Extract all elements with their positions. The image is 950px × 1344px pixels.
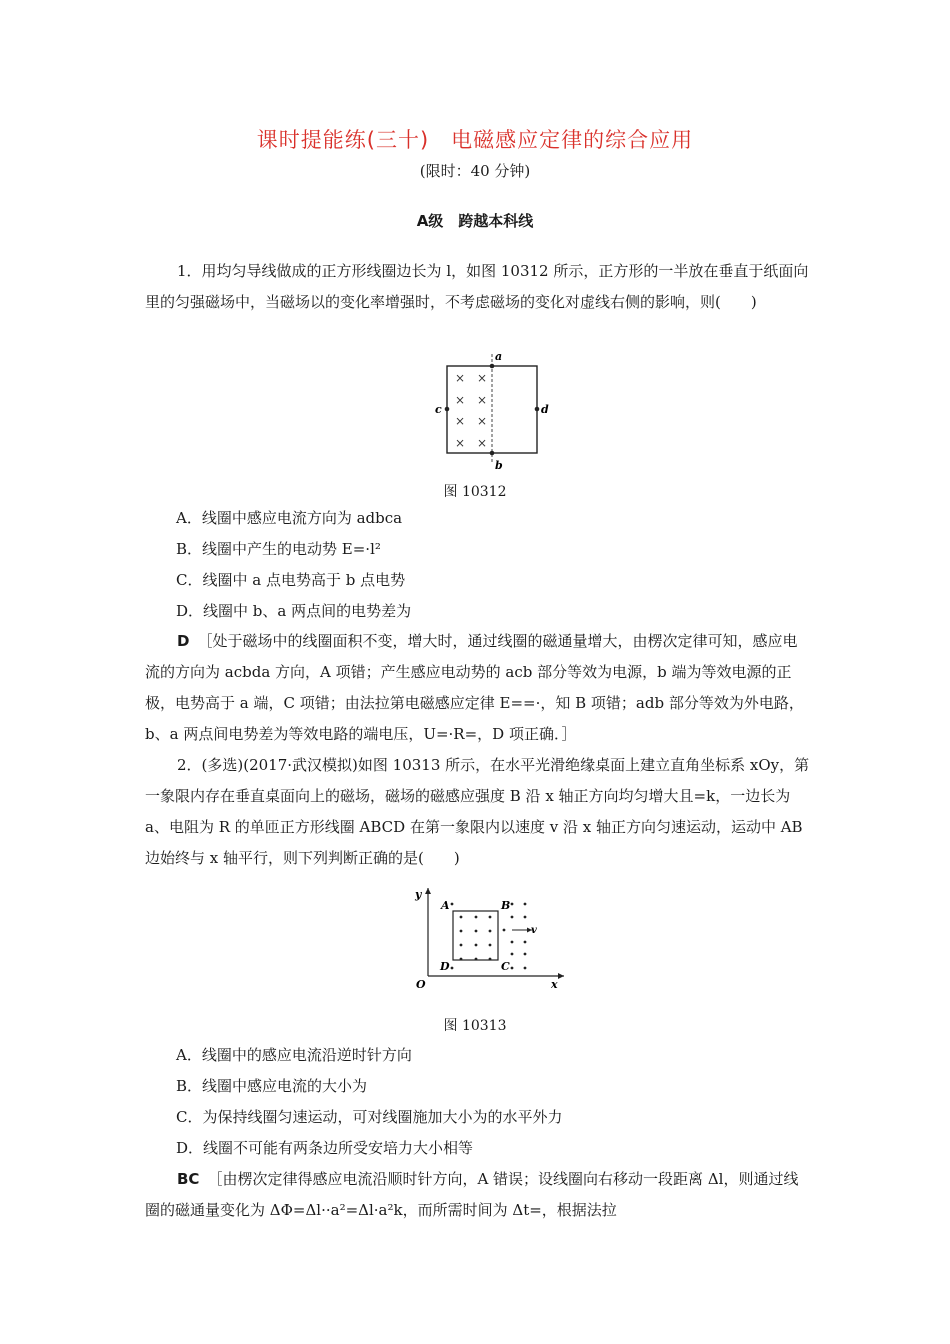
svg-text:×: × bbox=[455, 371, 466, 385]
label-d: d bbox=[541, 403, 549, 416]
corner-D: D bbox=[440, 960, 450, 973]
svg-text:×: × bbox=[477, 414, 488, 428]
q2-option-c: C．为保持线圈匀速运动，可对线圈施加大小为的水平外力 bbox=[176, 1108, 563, 1126]
q1-answer bbox=[145, 626, 810, 750]
svg-text:×: × bbox=[477, 371, 488, 385]
figure-10312 bbox=[428, 350, 558, 475]
q1-option-b: B．线圈中产生的电动势 E=·l² bbox=[176, 540, 381, 558]
figure-10312-caption: 图 10312 bbox=[443, 484, 507, 500]
page-title: 课时提能练(三十) 电磁感应定律的综合应用 bbox=[256, 128, 694, 152]
q1-answer-text: ［处于磁场中的线圈面积不变，增大时，通过线圈的磁通量增大，由楞次定律可知，感应电流的方向为 acbda 方向，A 项错；产生感应电动势的 acb 部分等效为电源，b 端为等效电源的正极，电势高于 a 端，C 项错；由法拉第电磁感应定律 E==·，知 B 项错；adb 部分等效为外电路，b、a 两点间电势差为等效电路的端电压，U=·R=，D 项正确．］ bbox=[145, 632, 804, 743]
q1-option-c: C．线圈中 a 点电势高于 b 点电势 bbox=[176, 571, 406, 589]
q2-answer-text: ［由楞次定律得感应电流沿顺时针方向，A 错误；设线圈向右移动一段距离 Δl，则通过线圈的磁通量变化为 ΔΦ=Δl··a²=Δl·a²k，而所需时间为 Δt=，根据法拉 bbox=[145, 1170, 799, 1219]
axis-y-label: y bbox=[415, 888, 422, 901]
corner-A: A bbox=[441, 899, 450, 912]
svg-text:×: × bbox=[455, 436, 466, 450]
q2-answer-label: BC bbox=[177, 1170, 200, 1188]
level-heading: A级 跨越本科线 bbox=[416, 212, 534, 230]
svg-text:×: × bbox=[477, 393, 488, 407]
time-limit: (限时：40 分钟) bbox=[419, 162, 531, 180]
q2-option-a: A．线圈中的感应电流沿逆时针方向 bbox=[176, 1046, 412, 1064]
magnetic-field-dots bbox=[451, 903, 527, 970]
corner-B: B bbox=[501, 899, 511, 912]
q2-option-d: D．线圈不可能有两条边所受安培力大小相等 bbox=[176, 1139, 474, 1157]
q2-option-b: B．线圈中感应电流的大小为 bbox=[176, 1077, 368, 1095]
label-c: c bbox=[435, 403, 442, 416]
velocity-label: v bbox=[531, 925, 537, 936]
q1-stem: 1．用均匀导线做成的正方形线圈边长为 l，如图 10312 所示，正方形的一半放在垂直于纸面向里的匀强磁场中，当磁场以的变化率增强时，不考虑磁场的变化对虚线右侧的影响，则( ) bbox=[145, 262, 809, 311]
q2-answer bbox=[145, 1164, 810, 1226]
label-a: a bbox=[495, 350, 503, 363]
figure-10313 bbox=[408, 884, 568, 992]
q1-option-a: A．线圈中感应电流方向为 adbca bbox=[176, 509, 403, 527]
svg-text:×: × bbox=[455, 414, 466, 428]
q1-answer-label: D bbox=[177, 632, 190, 650]
q1-option-d: D．线圈中 b、a 两点间的电势差为 bbox=[176, 602, 412, 620]
q2-stem: 2．(多选)(2017·武汉模拟)如图 10313 所示，在水平光滑绝缘桌面上建立直角坐标系 xOy，第一象限内存在垂直桌面向上的磁场，磁场的磁感应强度 B 沿 x 轴正方向均匀增大且=k，一边长为 a、电阻为 R 的单匝正方形线圈 ABCD 在第一象限内以速度 v 沿 x 轴正方向匀速运动，运动中 AB 边始终与 x 轴平行，则下列判断正确的是( ) bbox=[145, 756, 810, 867]
corner-C: C bbox=[501, 960, 510, 973]
label-b: b bbox=[495, 459, 503, 472]
axis-x-label: x bbox=[551, 978, 558, 991]
figure-10313-caption: 图 10313 bbox=[443, 1018, 507, 1034]
origin-label: O bbox=[416, 978, 426, 991]
svg-text:×: × bbox=[455, 393, 466, 407]
magnetic-field-crosses bbox=[455, 371, 487, 450]
svg-text:×: × bbox=[477, 436, 488, 450]
